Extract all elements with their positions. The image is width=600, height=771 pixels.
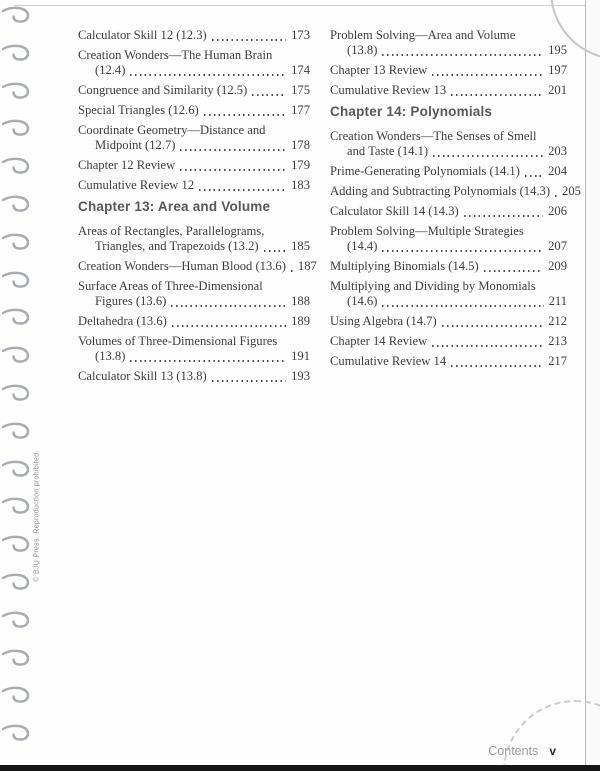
toc-entry-row	[330, 184, 581, 199]
binding-coil-icon	[2, 460, 32, 478]
toc-entry	[330, 334, 567, 349]
page-right-edge-line	[585, 0, 586, 765]
toc-entry	[330, 164, 567, 179]
toc-entry	[330, 204, 567, 219]
toc-entry	[330, 63, 567, 78]
page-right-margin	[586, 0, 600, 765]
page-number: 207	[548, 239, 567, 253]
footer-section-label: Contents	[488, 744, 539, 758]
binding-coil-icon	[2, 6, 32, 24]
dot-leader	[430, 63, 545, 78]
page-number: 209	[548, 259, 567, 273]
page-number: 177	[291, 103, 310, 117]
page-number: 189	[291, 314, 310, 328]
toc-entry-title: Volumes of Three-Dimensional Figures	[78, 334, 278, 348]
toc-entry-continuation-row	[330, 43, 567, 58]
toc-entry-title: Calculator Skill 14 (14.3)	[330, 204, 459, 218]
binding-coil-icon	[2, 346, 32, 364]
toc-entry-row	[330, 259, 567, 274]
dot-leader	[169, 294, 288, 309]
toc-entry	[78, 334, 310, 364]
toc-entry-row	[78, 83, 310, 98]
toc-entry-title: Multiplying Binomials (14.5)	[330, 259, 479, 273]
page-number: 183	[291, 178, 310, 192]
toc-entry-continuation: Figures (13.6)	[95, 294, 167, 308]
toc-entry	[330, 184, 581, 199]
toc-entry-row	[330, 63, 567, 78]
toc-entry	[78, 259, 317, 274]
toc-entry-continuation-row	[78, 63, 310, 78]
toc-entry-continuation-row	[78, 294, 310, 309]
toc-entry-title: Problem Solving—Multiple Strategies	[330, 224, 524, 238]
binding-coil-icon	[2, 535, 32, 553]
toc-entry	[78, 123, 310, 153]
spiral-binding	[0, 0, 34, 771]
dot-leader	[482, 259, 545, 274]
toc-entry-title: Creation Wonders—The Human Brain	[78, 48, 273, 62]
toc-entry-row	[330, 354, 567, 369]
toc-entry-title: Using Algebra (14.7)	[330, 314, 437, 328]
toc-entry-title: Cumulative Review 14	[330, 354, 447, 368]
toc-entry-title: Chapter 14 Review	[330, 334, 428, 348]
toc-entry-continuation-row	[330, 239, 567, 254]
toc-entry-continuation: and Taste (14.1)	[347, 144, 429, 158]
dot-leader	[440, 314, 545, 329]
page-number: 188	[291, 294, 310, 308]
toc-entry-row	[330, 334, 567, 349]
page-number: 201	[548, 83, 567, 97]
toc-entry	[78, 28, 310, 43]
toc-entry	[78, 83, 310, 98]
page-number: 187	[297, 259, 317, 273]
toc-entry-row	[78, 369, 310, 384]
toc-entry-continuation: (12.4)	[95, 63, 126, 77]
toc-entry-title: Cumulative Review 12	[78, 178, 195, 192]
copyright-sidebar-text: © BJU Press. Reproduction prohibited.	[33, 450, 41, 582]
toc-entry-title: Chapter 13 Review	[330, 63, 428, 77]
page-number: 206	[548, 204, 567, 218]
toc-entry-row	[78, 158, 310, 173]
toc-entry	[78, 48, 310, 78]
toc-entry	[330, 129, 567, 159]
page-number: 185	[291, 239, 310, 253]
toc-entry-row	[330, 83, 567, 98]
binding-coil-icon	[2, 384, 32, 402]
toc-entry-row	[78, 28, 310, 43]
binding-coil-icon	[2, 611, 32, 629]
binding-coil-icon	[2, 686, 32, 704]
dot-leader	[128, 63, 288, 78]
page-number: 174	[291, 63, 310, 77]
dot-leader	[178, 158, 288, 173]
binding-coil-icon	[2, 271, 32, 289]
toc-entry-continuation-row	[78, 239, 310, 254]
page-number: 191	[291, 349, 310, 363]
toc-entry	[330, 28, 567, 58]
binding-coil-icon	[2, 233, 32, 251]
toc-entry	[78, 224, 310, 254]
toc-entry-continuation: (14.4)	[347, 239, 378, 253]
toc-entry-row	[78, 178, 310, 193]
toc-entry-title: Special Triangles (12.6)	[78, 103, 199, 117]
toc-entry	[330, 259, 567, 274]
toc-entry-continuation: Midpoint (12.7)	[95, 138, 176, 152]
chapter-heading: Chapter 14: Polynomials	[330, 104, 493, 119]
page-number: 217	[548, 354, 567, 368]
binding-coil-icon	[2, 82, 32, 100]
toc-entry-continuation: (14.6)	[347, 294, 378, 308]
toc-entry-continuation-row	[78, 349, 310, 364]
toc-entry-title: Calculator Skill 12 (12.3)	[78, 28, 207, 42]
dot-leader	[210, 369, 288, 384]
page-number: 197	[548, 63, 567, 77]
dot-leader	[553, 184, 559, 199]
dot-leader	[262, 239, 289, 254]
toc-entry-title: Problem Solving—Area and Volume	[330, 28, 516, 42]
toc-entry-continuation-row	[330, 294, 567, 309]
toc-entry-title: Surface Areas of Three-Dimensional	[78, 279, 263, 293]
toc-entry	[78, 103, 310, 118]
toc-entry-title: Multiplying and Dividing by Monomials	[330, 279, 536, 293]
toc-entry-title: Areas of Rectangles, Parallelograms,	[78, 224, 265, 238]
toc-entry-title: Deltahedra (13.6)	[78, 314, 167, 328]
toc-entry-title: Adding and Subtracting Polynomials (14.3)	[330, 184, 551, 198]
toc-entry-continuation: Triangles, and Trapezoids (13.2)	[95, 239, 259, 253]
dot-leader	[202, 103, 288, 118]
page-number: 175	[291, 83, 310, 97]
scan-bottom-edge	[0, 765, 600, 771]
toc-entry-continuation: (13.8)	[95, 349, 126, 363]
toc-entry-title: Creation Wonders—Human Blood (13.6)	[78, 259, 286, 273]
page-number: 178	[291, 138, 310, 152]
toc-entry-row	[330, 164, 567, 179]
toc-entry	[78, 369, 310, 384]
dot-leader	[449, 83, 545, 98]
page-number: 213	[548, 334, 567, 348]
toc-entry-title: Calculator Skill 13 (13.8)	[78, 369, 207, 383]
toc-entry-title: Congruence and Similarity (12.5)	[78, 83, 248, 97]
dot-leader	[178, 138, 288, 153]
toc-entry-continuation-row	[78, 138, 310, 153]
binding-coil-icon	[2, 497, 32, 515]
page-number: 193	[291, 369, 310, 383]
page-top-edge-line	[14, 5, 600, 6]
toc-entry-title: Creation Wonders—The Senses of Smell	[330, 129, 537, 143]
dot-leader	[380, 294, 545, 309]
toc-entry-continuation-row	[330, 144, 567, 159]
dot-leader	[380, 43, 545, 58]
dot-leader	[380, 239, 545, 254]
toc-column-right	[330, 28, 581, 374]
dot-leader	[431, 144, 545, 159]
dot-leader	[430, 334, 545, 349]
dot-leader	[170, 314, 288, 329]
toc-entry-row	[78, 103, 310, 118]
toc-entry	[330, 83, 567, 98]
toc-entry	[78, 279, 310, 309]
toc-entry-continuation: (13.8)	[347, 43, 378, 57]
toc-entry	[330, 224, 567, 254]
toc-entry	[330, 314, 567, 329]
page-number: 203	[548, 144, 567, 158]
toc-entry	[330, 354, 567, 369]
toc-entry	[330, 279, 567, 309]
dot-leader	[210, 28, 288, 43]
page-number: 179	[291, 158, 310, 172]
dot-leader	[462, 204, 545, 219]
dot-leader	[250, 83, 288, 98]
toc-entry	[78, 178, 310, 193]
page-number: 173	[291, 28, 310, 42]
binding-coil-icon	[2, 724, 32, 742]
toc-entry-title: Chapter 12 Review	[78, 158, 176, 172]
toc-entry	[78, 158, 310, 173]
binding-coil-icon	[2, 195, 32, 213]
page-number: 212	[548, 314, 567, 328]
chapter-heading: Chapter 13: Area and Volume	[78, 199, 271, 214]
page-footer	[488, 744, 556, 758]
binding-coil-icon	[2, 573, 32, 591]
toc-entry-row	[78, 314, 310, 329]
toc-entry	[78, 314, 310, 329]
toc-entry-row	[78, 259, 317, 274]
page-number: 205	[562, 184, 581, 198]
binding-coil-icon	[2, 422, 32, 440]
dot-leader	[197, 178, 288, 193]
dot-leader	[289, 259, 295, 274]
dot-leader	[523, 164, 545, 179]
binding-coil-icon	[2, 44, 32, 62]
page-number: 204	[548, 164, 567, 178]
toc-entry-title: Coordinate Geometry—Distance and	[78, 123, 266, 137]
dot-leader	[128, 349, 288, 364]
toc-entry-row	[330, 204, 567, 219]
binding-coil-icon	[2, 119, 32, 137]
toc-column-left	[78, 28, 317, 389]
dot-leader	[449, 354, 545, 369]
binding-coil-icon	[2, 157, 32, 175]
binding-coil-icon	[2, 308, 32, 326]
toc-entry-row	[330, 314, 567, 329]
page-number: 211	[548, 294, 567, 308]
page-number: 195	[548, 43, 567, 57]
corner-dashed-circle-decoration	[503, 700, 600, 771]
binding-coil-icon	[2, 649, 32, 667]
footer-page-number: v	[549, 744, 556, 758]
toc-entry-title: Prime-Generating Polynomials (14.1)	[330, 164, 520, 178]
toc-entry-title: Cumulative Review 13	[330, 83, 447, 97]
